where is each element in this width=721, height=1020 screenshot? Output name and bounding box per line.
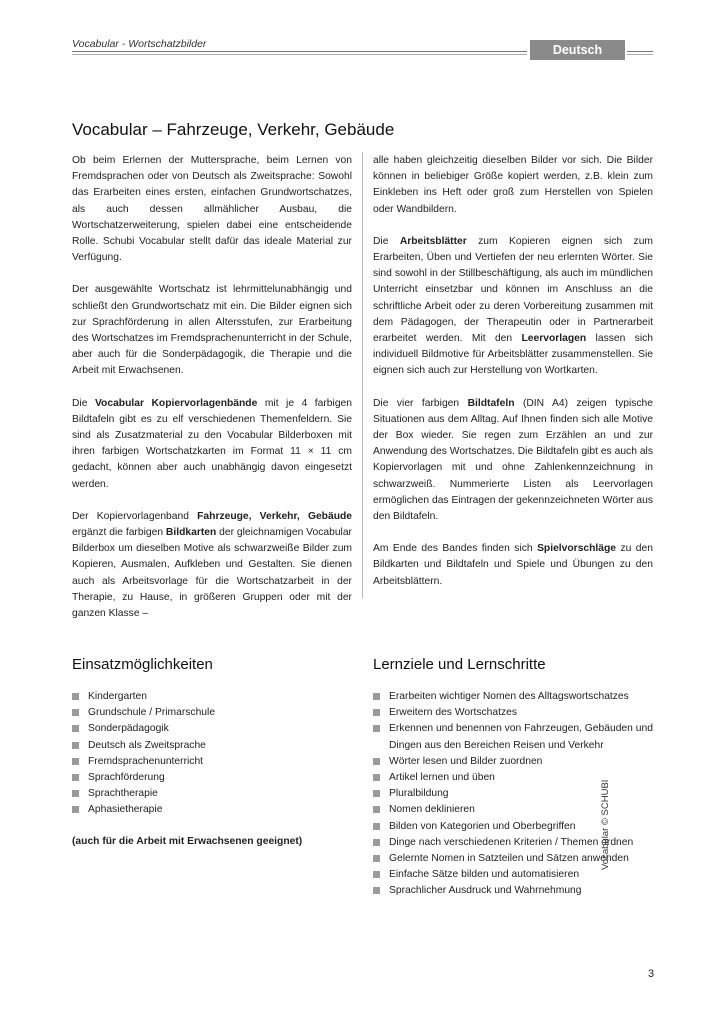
list-item [373,835,663,851]
text-run: zum Kopieren eignen sich zum Erarbeiten, Üben und Vertiefen der neu erlernten Wörter. Sie sind sowohl in der Stillbeschäftigung, als auch im mündlichen Unterricht einsetzbar und können im Anschluss an die schriftliche Arbeit oder zu deren Vorbereitung zusammen mit dem Pädagogen, der Therapeutin oder in Partnerarbeit erarbeitet werden. Mit den [373,235,653,345]
text-run: Ob beim Erlernen der Muttersprache, beim Lernen von Fremdsprachen oder von Deutsch als Zweitsprache: Sowohl das Erarbeiten eines ersten, einfachen Grundwortschatzes, als auch dessen allmählicher Ausbau, die Wortschatzerweiterung, spielen dabei eine entscheidende Rolle. Schubi Vocabular stellt dafür das ideale Material zur Verfügung. [72,155,352,264]
list-item-label: Einfache Sätze bilden und automatisieren [389,869,580,881]
square-bullet-icon [373,758,380,765]
list-item-label: Fremdsprachenunterricht [88,755,204,767]
list-item [373,819,663,835]
text-run: Die [72,397,95,409]
subject-tab: Deutsch [530,40,625,60]
text-run: der gleichnamigen Vocabular Bilderbox um dieselben Motive als schwarzweiße Bilder zum Kopieren, Ausmalen, Aufkleben und Gestalten. Sie dienen auch als Arbeitsvorlage für die Wortschatzarbeit in der Therapie, zu Hause, in größeren Gruppen oder mit der ganzen Klasse – [72,527,352,620]
list-item-label: Wörter lesen und Bilder zuordnen [389,755,543,767]
einsatz-list [72,689,352,819]
square-bullet-icon [373,839,380,846]
intro-right-column [373,153,653,606]
square-bullet-icon [373,790,380,797]
list-item [373,721,663,753]
lernziele-heading: Lernziele und Lernschritte [373,656,546,673]
header-rule-right [627,51,653,55]
list-item [373,867,663,883]
list-item [373,786,663,802]
square-bullet-icon [72,774,79,781]
list-item-label: Sprachförderung [88,772,165,784]
list-item [72,738,352,754]
text-run: Der Kopiervorlagenband [72,510,198,522]
text-run: (DIN A4) zeigen typische Situationen aus dem Alltag. Auf Ihnen finden sich alle Motive der Box wieder. Sie regen zum Erzählen an und zur Anwendung des Wortschatzes. Die Bildtafeln gibt es auch als Kopiervorlagen mit und ohne Zahlenkennzeichnung in schwarzweiß. Nummerierte Listen als Leervorlagen ermöglichen das Eintragen der gekennzeichneten Wörter aus den Bildtafeln. [373,397,653,523]
text-run: Die vier farbigen [373,397,468,409]
list-item-label: Erweitern des Wortschatzes [389,707,517,719]
bold-term: Fahrzeuge, Verkehr, Gebäude [197,510,353,522]
bold-term: Spielvorschläge [537,543,617,555]
column-divider [362,152,363,598]
square-bullet-icon [373,709,380,716]
list-item [373,689,663,705]
bold-term: Arbeitsblätter [399,235,467,247]
square-bullet-icon [72,709,79,716]
side-credit: Vocabular © SCHUBI [600,779,611,870]
list-item [373,705,663,721]
square-bullet-icon [72,725,79,732]
list-item [373,754,663,770]
square-bullet-icon [373,725,380,732]
list-item [373,851,663,867]
list-item [373,802,663,818]
paragraph [72,282,352,379]
text-run: Die [373,235,400,247]
square-bullet-icon [72,742,79,749]
list-item [72,802,352,818]
list-item-label: Erkennen und benennen von Fahrzeugen, Gebäuden und Dingen aus den Bereichen Reisen und Verkehr [389,723,653,751]
text-run: ergänzt die farbigen [72,527,166,539]
list-item-label: Gelernte Nomen in Satzteilen und Sätzen anwenden [389,853,629,865]
list-item-label: Bilden von Kategorien und Oberbegriffen [389,820,576,832]
text-run: zu den Bildkarten und Bildtafeln und Spiele und Übungen zu den Arbeitsblättern. [373,543,653,587]
square-bullet-icon [72,693,79,700]
list-item [72,786,352,802]
list-item [72,770,352,786]
paragraph [373,153,653,218]
header-rule [72,51,527,55]
bold-term: Bildkarten [165,527,217,539]
list-item-label: Nomen deklinieren [389,804,475,816]
list-item [72,705,352,721]
list-item-label: Deutsch als Zweitsprache [88,739,206,751]
list-item [72,689,352,705]
paragraph [373,541,653,590]
list-item-label: Kindergarten [88,691,147,702]
text-run: alle haben gleichzeitig dieselben Bilder vor sich. Die Bilder können in beliebiger Größe kopiert werden, z.B. klein zum Einkleben ins Heft oder groß zum Herstellen von Spielen oder Wandbildern. [373,155,653,215]
list-item [373,770,663,786]
square-bullet-icon [373,823,380,830]
list-item [72,721,352,737]
square-bullet-icon [72,806,79,813]
intro-left-column [72,153,352,638]
lernziele-list [373,689,663,900]
paragraph [72,509,352,622]
list-item-label: Erarbeiten wichtiger Nomen des Alltagswortschatzes [389,691,629,702]
page-title: Vocabular – Fahrzeuge, Verkehr, Gebäude [72,120,395,139]
text-run: Am Ende des Bandes finden sich [373,543,538,555]
einsatz-heading: Einsatzmöglichkeiten [72,656,213,673]
list-item-label: Pluralbildung [389,788,449,800]
list-item-label: Sonderpädagogik [88,723,169,735]
text-run: mit je 4 farbigen Bildtafeln gibt es zu elf verschiedenen Themenfeldern. Sie sind als Zusatzmaterial zu den Vocabular Bilderboxen mit ihren farbigen Wortschatzkarten im Format 11 × 11 cm gedacht, können aber auch unabhängig davon eingesetzt werden. [72,397,353,490]
list-item-label: Dinge nach verschiedenen Kriterien / Themen ordnen [389,836,634,848]
paragraph [373,234,653,380]
bold-term: Leervorlagen [521,333,587,345]
list-item-label: Artikel lernen und üben [389,772,495,784]
list-item-label: Aphasietherapie [88,804,163,816]
square-bullet-icon [72,790,79,797]
text-run: lassen sich individuell Bildmotive für Arbeitsblätter zusammenstellen. Sie eignen sich auch zur Herstellung von Wortkarten. [373,333,653,377]
einsatz-note: (auch für die Arbeit mit Erwachsenen geeignet) [72,836,303,847]
paragraph [72,396,352,493]
paragraph [72,153,352,266]
bold-term: Vocabular Kopiervorlagenbände [94,397,258,409]
list-item [72,754,352,770]
bold-term: Bildtafeln [467,397,515,409]
page-number: 3 [648,968,655,980]
square-bullet-icon [373,806,380,813]
list-item-label: Sprachlicher Ausdruck und Wahrnehmung [389,885,582,897]
list-item-label: Grundschule / Primarschule [88,707,216,719]
list-item [373,883,663,899]
running-header: Vocabular - Wortschatzbilder [72,38,207,50]
square-bullet-icon [72,758,79,765]
square-bullet-icon [373,774,380,781]
text-run: Der ausgewählte Wortschatz ist lehrmittelunabhängig und schließt den Grundwortschatz mit ein. Die Bilder eignen sich zur Sprachförderung in allen Altersstufen, zur Erarbeitung des Wortschatzes im Fremdsprachenunterricht in der Schule, aber auch für die Sonderpädagogik, die Therapie und die Arbeit mit Erwachsenen. [72,284,352,377]
square-bullet-icon [373,855,380,862]
paragraph [373,396,653,526]
square-bullet-icon [373,887,380,894]
square-bullet-icon [373,693,380,700]
list-item-label: Sprachtherapie [88,788,158,800]
square-bullet-icon [373,871,380,878]
